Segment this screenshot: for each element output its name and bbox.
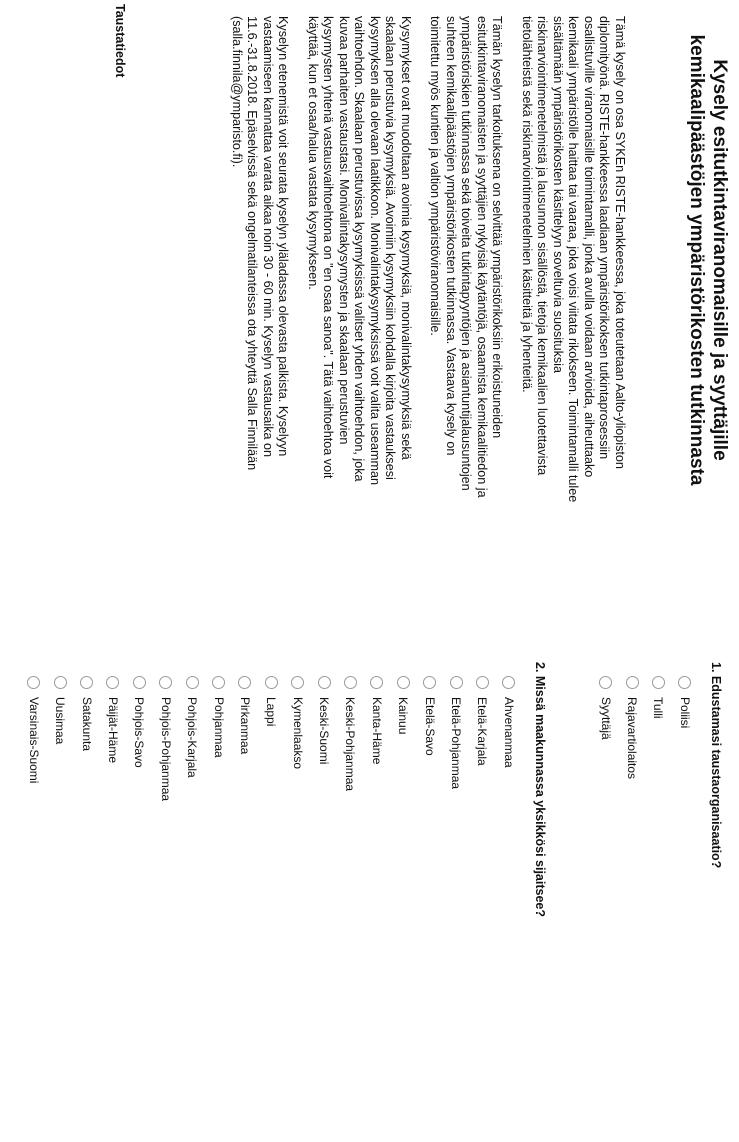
option-row[interactable]	[126, 662, 152, 1132]
option-label: Pohjois-Karjala	[185, 697, 200, 778]
radio-button[interactable]	[291, 676, 304, 689]
option-label: Pohjanmaa	[211, 697, 226, 758]
option-row[interactable]	[311, 662, 337, 1132]
option-row[interactable]	[496, 662, 522, 1132]
radio-button[interactable]	[186, 676, 199, 689]
option-row[interactable]	[153, 662, 179, 1132]
option-row[interactable]	[390, 662, 416, 1132]
survey-title: Kysely esitutkintaviranomaisille ja syyttäjille kemikaalipäästöjen ympäristörikosten tutkinnasta	[686, 34, 730, 486]
option-row[interactable]	[469, 662, 495, 1132]
option-label: Ahvenanmaa	[501, 697, 516, 768]
option-row[interactable]	[73, 662, 99, 1132]
radio-button[interactable]	[370, 676, 383, 689]
radio-button[interactable]	[318, 676, 331, 689]
option-label: Keski-Suomi	[317, 697, 332, 765]
radio-button[interactable]	[54, 676, 67, 689]
radio-button[interactable]	[344, 676, 357, 689]
radio-button[interactable]	[27, 676, 40, 689]
option-label: Pirkanmaa	[237, 697, 252, 755]
radio-button[interactable]	[450, 676, 463, 689]
radio-button[interactable]	[80, 676, 93, 689]
option-label: Kainuu	[396, 697, 411, 735]
option-row[interactable]	[416, 662, 442, 1132]
radio-button[interactable]	[502, 676, 515, 689]
option-label: Pohjois-Pohjanmaa	[158, 697, 173, 802]
radio-button[interactable]	[133, 676, 146, 689]
option-label: Tulli	[651, 697, 666, 719]
option-label: Satakunta	[79, 697, 94, 752]
intro-paragraph: Kysymykset ovat muodoltaan avoimia kysymyksiä, monivalintakysymyksiä sekä skaalaan perustuvia kysymyksiä. Avoimiin kysymyksiin kohdalla kirjoita vastauksesi kysymyksen alla olevaan laatikkoon. Monivalintakysymyksissä voit valita useamman vaihtoehdon. Skaalaan perustuvissa kysymyksissä valitset yhden vaihtoehdon, joka kuvaa parhaiten vastaustasi. Monivalintakysymysten ja skaalaan perustuvien kysymysten yhtenä vastausvaihtoehtona on "en osaa sanoa". Tätä vaihtoehtoa voit käyttää, kun et osaa/halua vastata kysymykseen.	[306, 16, 413, 485]
option-label: Lappi	[264, 697, 279, 727]
question-region	[21, 662, 547, 1132]
option-row[interactable]	[258, 662, 284, 1132]
option-label: Etelä-Karjala	[475, 697, 490, 766]
radio-button[interactable]	[599, 676, 612, 689]
option-row[interactable]	[364, 662, 390, 1132]
option-label: Päijät-Häme	[105, 697, 120, 764]
question-organisation	[592, 662, 723, 1122]
intro-paragraph: Tämän kyselyn tarkoituksena on selvittää ympäristörikoksiin erikoistuneiden esitutkintaviranomaisten ja syyttäjien nykyisiä käytäntöjä, osaamista kemikaalitiedon ja ympäristöriskien tutkinnassa sekä toiveita tutkintapyyntöjen ja asiantuntijalausuntojen suhteen kemikaalipäästöjen ympäristörikosten tutkinnassa. Vastaava kysely on toimitettu myös kuntien ja valtion ympäristöviranomaisille.	[428, 16, 505, 498]
option-label: Pohjois-Savo	[132, 697, 147, 768]
option-row[interactable]	[645, 662, 671, 1122]
radio-button[interactable]	[626, 676, 639, 689]
option-row[interactable]	[284, 662, 310, 1132]
question-label: 2. Missä maakunnassa yksikkösi sijaitsee?	[533, 662, 547, 918]
option-row[interactable]	[21, 662, 47, 1132]
option-row[interactable]	[232, 662, 258, 1132]
option-row[interactable]	[337, 662, 363, 1132]
option-row[interactable]	[47, 662, 73, 1132]
option-label: Rajavartiolaitos	[625, 697, 640, 780]
option-label: Kanta-Häme	[369, 697, 384, 765]
option-label: Syyttäjä	[598, 697, 613, 740]
option-row[interactable]	[179, 662, 205, 1132]
option-label: Varsinais-Suomi	[26, 697, 41, 784]
question-label: 1. Edustamasi taustaorganisaatio?	[709, 662, 723, 869]
radio-button[interactable]	[476, 676, 489, 689]
option-label: Keski-Pohjanmaa	[343, 697, 358, 792]
intro-paragraph: Tämä kysely on osa SYKEn RISTE-hankkeessa, joka toteutetaan Aalto-yliopiston diplomityönä. RISTE-hankkeessa laadiaan ympäristörikoksen tutkintaprosessiin osallistuville viranomaisille toimintamalli, jonka avulla voidaan arvioida, aiheuttaako kemikaali ympäristölle haittaa tai vaaraa, joka voisi viitata rikokseen. Toimintamalli tulee sisältämään ympäristörikosten käsittelyyn soveltuvia suosituksia riskinarviointimenetelmistä ja lausunnon sisällöstä, tietoja kemikaalien luotettavista tietolähteistä sekä riskinarviointimenetelmien käsitteitä ja lyhenteitä.	[520, 16, 627, 503]
option-list	[592, 662, 698, 1122]
option-label: Etelä-Savo	[422, 697, 437, 756]
option-row[interactable]	[592, 662, 618, 1122]
survey-intro	[215, 16, 628, 506]
radio-button[interactable]	[423, 676, 436, 689]
radio-button[interactable]	[652, 676, 665, 689]
option-list	[21, 662, 522, 1132]
radio-button[interactable]	[159, 676, 172, 689]
option-row[interactable]	[100, 662, 126, 1132]
radio-button[interactable]	[397, 676, 410, 689]
option-label: Kymenlaakso	[290, 697, 305, 770]
option-row[interactable]	[672, 662, 698, 1122]
radio-button[interactable]	[106, 676, 119, 689]
option-row[interactable]	[619, 662, 645, 1122]
option-row[interactable]	[205, 662, 231, 1132]
radio-button[interactable]	[265, 676, 278, 689]
radio-button[interactable]	[678, 676, 691, 689]
intro-paragraph: Kyselyn etenemistä voit seurata kyselyn yläladassa olevasta palkista. Kyselyyn vastaamiseen kannattaa varata aikaa noin 30 - 60 min. Kyselyn vastausaika on 11.6.-31.8.2018. Epäselvissä sekä ongelmatilanteissa ota yhteyttä Salla Finnilään (salla.finnila@ymparisto.fi).	[230, 16, 291, 471]
option-label: Poliisi	[677, 697, 692, 729]
section-heading: Taustatiedot	[113, 4, 127, 78]
radio-button[interactable]	[238, 676, 251, 689]
option-row[interactable]	[443, 662, 469, 1132]
option-label: Etelä-Pohjanmaa	[449, 697, 464, 790]
radio-button[interactable]	[212, 676, 225, 689]
option-label: Uusimaa	[53, 697, 68, 745]
